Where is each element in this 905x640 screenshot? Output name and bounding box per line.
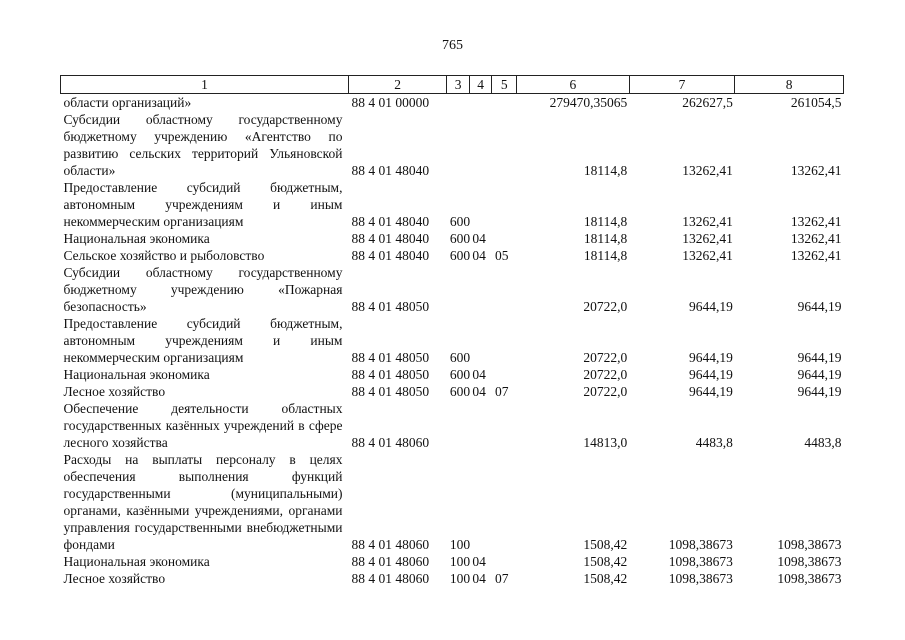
row-expense-type: 600 [449,214,471,229]
row-amount-col8: 9644,19 [797,367,842,382]
table-body [61,94,844,588]
budget-table-container [60,75,844,587]
row-section: 04 [472,554,486,569]
row-amount-col7: 1098,38673 [668,537,733,552]
row-amount-col6: 20722,0 [583,384,628,399]
row-subsection [492,230,517,247]
row-code: 88 4 01 48050 [351,384,430,399]
row-amount-col8: 1098,38673 [777,554,842,569]
table-row [61,315,844,366]
row-amount-col7: 9644,19 [688,350,733,365]
row-description: Субсидии областному государственному бюджетному учреждению «Пожарная безопасность» [63,265,343,314]
row-section: 04 [472,231,486,246]
page-number: 765 [442,38,463,53]
row-description: Расходы на выплаты персоналу в целях обеспечения выполнения функций государственными (муниципальными) органами, казёнными учреждениями, органами управления государственными внебюджетными фондами [63,452,343,552]
row-amount-col7: 13262,41 [682,163,733,178]
row-amount-col7: 13262,41 [682,214,733,229]
row-amount-col6: 14813,0 [583,435,628,450]
column-header-4: 4 [469,76,492,94]
row-expense-type: 100 [449,571,471,586]
row-code: 88 4 01 48050 [351,367,430,382]
row-subsection: 07 [494,384,509,399]
row-description: области организаций» [63,95,192,110]
table-row [61,553,844,570]
row-section [469,315,492,366]
row-subsection [492,553,517,570]
row-subsection [492,111,517,179]
row-amount-col6: 1508,42 [583,554,628,569]
column-header-5: 5 [492,76,517,94]
row-section: 04 [472,571,486,586]
row-amount-col6: 1508,42 [583,537,628,552]
row-amount-col6: 18114,8 [583,231,628,246]
row-expense-type: 100 [449,537,471,552]
row-amount-col8: 9644,19 [797,350,842,365]
table-row [61,451,844,553]
row-description: Национальная экономика [63,554,210,569]
row-amount-col7: 262627,5 [682,95,733,110]
row-section [469,264,492,315]
row-code: 88 4 01 48050 [351,299,430,314]
table-row [61,247,844,264]
row-expense-type: 600 [449,384,471,399]
row-amount-col7: 13262,41 [682,231,733,246]
row-description: Субсидии областному государственному бюджетному учреждению «Агентство по развитию сельских территорий Ульяновской области» [63,112,343,178]
row-amount-col7: 4483,8 [695,435,733,450]
row-expense-type: 600 [449,248,471,263]
row-expense-type: 600 [449,231,471,246]
row-code: 88 4 01 48060 [351,571,430,586]
row-subsection: 07 [494,571,509,586]
row-code: 88 4 01 48040 [351,231,430,246]
table-row [61,383,844,400]
table-row [61,264,844,315]
row-amount-col8: 13262,41 [790,248,842,263]
row-section [469,94,492,112]
row-amount-col6: 20722,0 [583,350,628,365]
row-amount-col8: 13262,41 [790,163,842,178]
row-description: Обеспечение деятельности областных государственных казённых учреждений в сфере лесного хозяйства [63,401,343,450]
row-expense-type [447,111,470,179]
budget-table [60,75,844,587]
row-section: 04 [472,367,486,382]
row-amount-col6: 1508,42 [583,571,628,586]
row-amount-col7: 13262,41 [682,248,733,263]
row-amount-col6: 279470,35065 [549,95,628,110]
row-amount-col6: 18114,8 [583,163,628,178]
row-section: 04 [472,384,486,399]
row-subsection [492,366,517,383]
table-header [61,76,844,94]
row-expense-type [447,94,470,112]
column-header-3: 3 [447,76,470,94]
row-amount-col8: 13262,41 [790,214,842,229]
row-amount-col7: 1098,38673 [668,554,733,569]
header-row [61,76,844,94]
row-amount-col8: 1098,38673 [777,537,842,552]
row-amount-col7: 9644,19 [688,367,733,382]
table-row [61,400,844,451]
row-code: 88 4 01 48040 [351,248,430,263]
row-expense-type: 600 [449,367,471,382]
row-description: Предоставление субсидий бюджетным, автономным учреждениям и иным некоммерческим организациям [63,180,343,229]
column-header-8: 8 [735,76,844,94]
row-expense-type: 100 [449,554,471,569]
row-amount-col8: 261054,5 [790,95,842,110]
table-row [61,111,844,179]
row-section: 04 [472,248,486,263]
row-subsection: 05 [494,248,509,263]
row-amount-col8: 9644,19 [797,299,842,314]
row-description: Лесное хозяйство [63,571,166,586]
row-amount-col8: 13262,41 [790,231,842,246]
row-amount-col6: 18114,8 [583,248,628,263]
row-section [469,179,492,230]
row-amount-col8: 1098,38673 [777,571,842,586]
row-expense-type: 600 [449,350,471,365]
column-header-7: 7 [629,76,735,94]
row-code: 88 4 01 48040 [351,214,430,229]
row-subsection [492,315,517,366]
row-code: 88 4 01 48060 [351,554,430,569]
row-code: 88 4 01 48060 [351,537,430,552]
table-row [61,179,844,230]
row-amount-col6: 20722,0 [583,367,628,382]
table-row [61,230,844,247]
row-description: Национальная экономика [63,367,210,382]
row-subsection [492,451,517,553]
row-description: Лесное хозяйство [63,384,166,399]
row-section [469,451,492,553]
row-amount-col7: 9644,19 [688,299,733,314]
table-row [61,94,844,112]
column-header-1: 1 [61,76,349,94]
row-subsection [492,94,517,112]
row-amount-col7: 9644,19 [688,384,733,399]
row-amount-col6: 20722,0 [583,299,628,314]
row-code: 88 4 01 48050 [351,350,430,365]
row-description: Предоставление субсидий бюджетным, автономным учреждениям и иным некоммерческим организациям [63,316,343,365]
row-subsection [492,400,517,451]
column-header-6: 6 [517,76,630,94]
row-expense-type [447,264,470,315]
row-description: Сельское хозяйство и рыболовство [63,248,265,263]
row-section [469,400,492,451]
row-subsection [492,179,517,230]
row-code: 88 4 01 48040 [351,163,430,178]
row-section [469,111,492,179]
row-expense-type [447,400,470,451]
row-amount-col8: 4483,8 [804,435,842,450]
row-description: Национальная экономика [63,231,210,246]
table-row [61,570,844,587]
table-row [61,366,844,383]
row-amount-col7: 1098,38673 [668,571,733,586]
row-code: 88 4 01 48060 [351,435,430,450]
row-code: 88 4 01 00000 [351,95,430,110]
row-subsection [492,264,517,315]
row-amount-col6: 18114,8 [583,214,628,229]
row-amount-col8: 9644,19 [797,384,842,399]
column-header-2: 2 [348,76,446,94]
